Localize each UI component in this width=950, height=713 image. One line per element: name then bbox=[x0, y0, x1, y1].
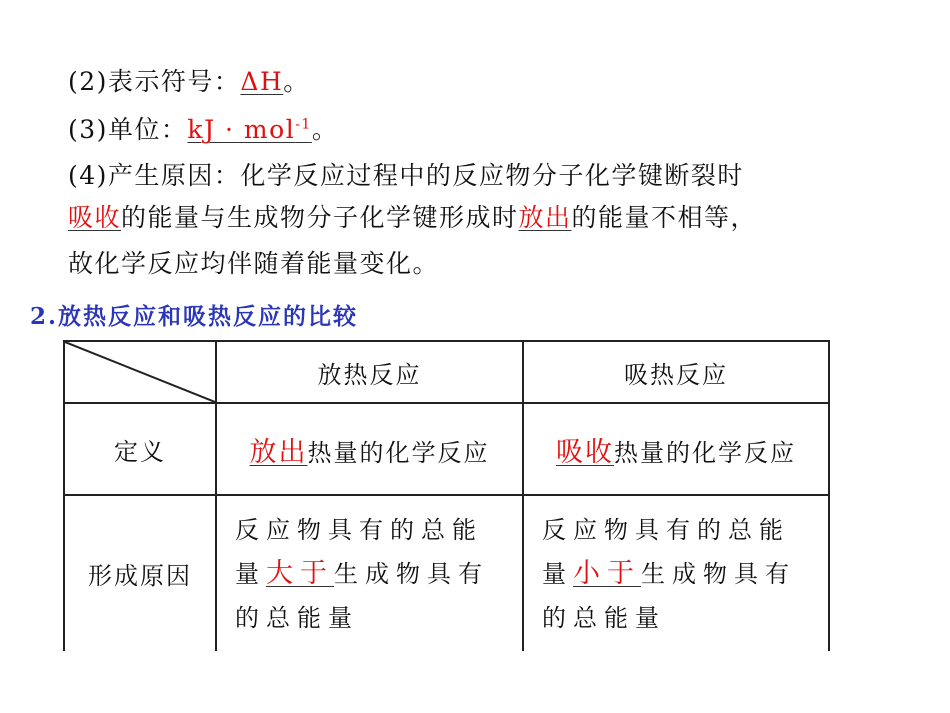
unit-line bbox=[68, 110, 338, 146]
cause-release: 放出 bbox=[518, 203, 572, 232]
symbol-prefix: (2)表示符号： bbox=[68, 67, 241, 96]
unit-text: kJ · mol bbox=[187, 115, 296, 144]
table-header-row bbox=[64, 341, 829, 403]
definition-exothermic bbox=[216, 403, 523, 495]
unit-exponent: -1 bbox=[295, 116, 312, 133]
cause-exo-pre: 反应物具有的总能量 bbox=[235, 515, 483, 588]
table-row bbox=[64, 403, 829, 495]
section-title: 2.放热反应和吸热反应的比较 bbox=[30, 303, 359, 330]
symbol-line bbox=[68, 62, 310, 98]
definition-endo-key: 吸收 bbox=[556, 436, 614, 468]
cause-tail: 的能量不相等， bbox=[571, 203, 758, 232]
cause-middle: 的能量与生成物分子化学键形成时 bbox=[121, 203, 519, 232]
cause-endo-pre: 反应物具有的总能量 bbox=[542, 515, 790, 588]
cause-endo-post: 生成物具有的总能量 bbox=[542, 559, 796, 632]
header-endothermic: 吸热反应 bbox=[523, 341, 829, 403]
diagonal-corner-cell bbox=[64, 341, 216, 403]
unit-suffix: 。 bbox=[311, 115, 339, 144]
cause-endothermic bbox=[523, 495, 829, 651]
comparison-table bbox=[63, 340, 830, 651]
cause-exothermic bbox=[216, 495, 523, 651]
definition-exo-rest: 热量的化学反应 bbox=[307, 438, 490, 467]
cause-endo-key: 小于 bbox=[573, 557, 641, 589]
table-row bbox=[64, 495, 829, 651]
header-exothermic: 放热反应 bbox=[216, 341, 523, 403]
cause-line-2 bbox=[68, 198, 757, 234]
diagonal-line bbox=[65, 342, 215, 402]
cause-absorb: 吸收 bbox=[68, 203, 122, 232]
symbol-suffix: 。 bbox=[283, 67, 310, 96]
cause-line-1: (4)产生原因：化学反应过程中的反应物分子化学键断裂时 bbox=[68, 161, 744, 190]
unit-prefix: (3)单位： bbox=[68, 115, 188, 144]
symbol-value: ΔH bbox=[240, 67, 284, 96]
definition-exo-key: 放出 bbox=[249, 436, 308, 468]
definition-endothermic bbox=[523, 403, 829, 495]
row-label-cause: 形成原因 bbox=[64, 495, 216, 651]
definition-endo-rest: 热量的化学反应 bbox=[614, 438, 796, 467]
row-label-definition: 定义 bbox=[64, 403, 216, 495]
unit-value bbox=[187, 115, 311, 144]
cause-exo-key: 大于 bbox=[266, 557, 334, 589]
cause-line-3: 故化学反应均伴随着能量变化。 bbox=[68, 249, 440, 278]
cause-exo-post: 生成物具有的总能量 bbox=[235, 559, 489, 632]
